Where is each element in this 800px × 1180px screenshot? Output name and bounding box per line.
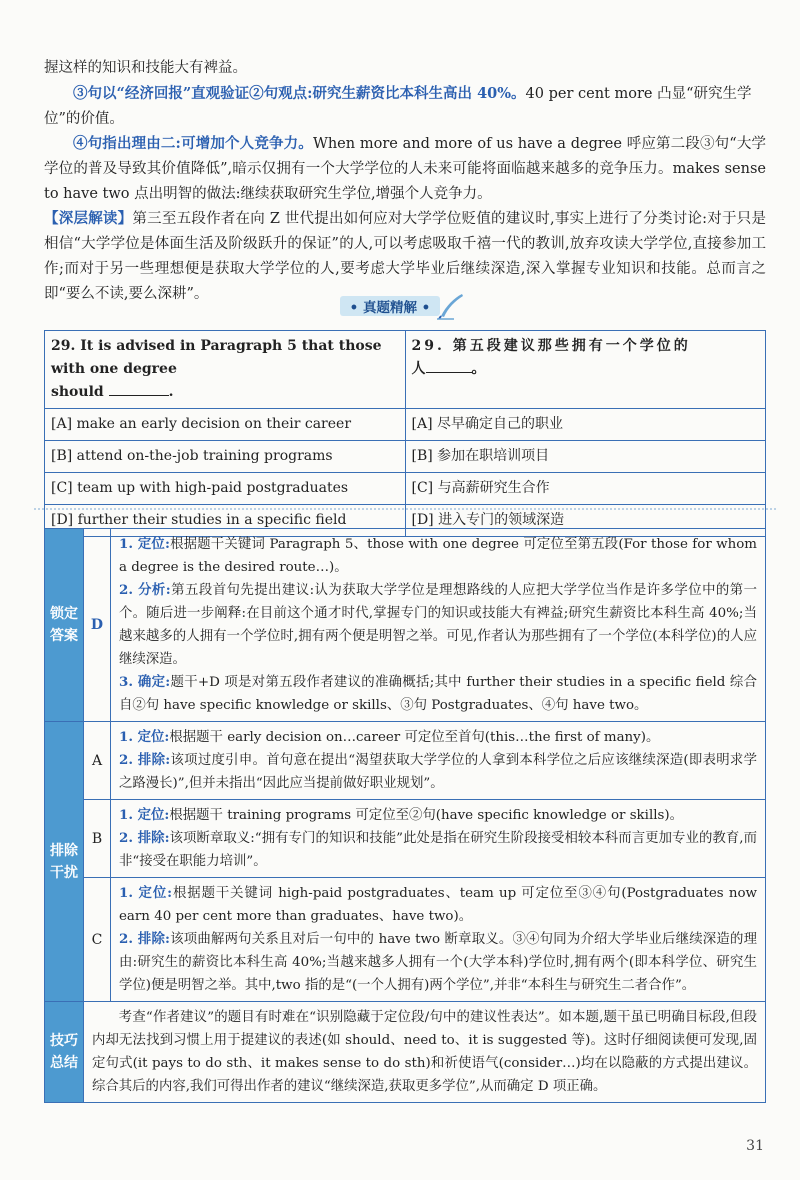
lock-answer-row [45,529,766,722]
analysis-item-text: 该项曲解两句关系且对后一句中的 have two 断章取义。③④句同为介绍大学毕业后继续深造的理由:研究生的薪资比本科生高 40%;当越来越多人拥有一个(大学本科)学位时,拥有两个(即本科学位、研究生学位)便是明智之举。其中,two 指的是“(一个人拥有)两个学位”,并非“本科生与研究生二者合作”。 [119,932,757,993]
analysis-item-text: 根据题干关键词 Paragraph 5、those with one degree 可定位至第五段(For those for whom a degree is the desired route…)。 [119,537,758,575]
analysis-item-label: 1. 定位: [119,536,170,552]
tips-row [45,1002,766,1103]
analysis-item-label: 2. 排除: [119,752,171,768]
analysis-item [119,533,757,579]
question-header-row [45,331,766,409]
option-zh: [B] 参加在职培训项目 [405,441,766,473]
section-divider [34,508,776,510]
analysis-item-label: 2. 排除: [119,830,170,846]
eliminate-row-c [45,878,766,1002]
question-stem-zh-b: 人 [411,361,426,377]
option-zh: [A] 尽早确定自己的职业 [405,409,766,441]
intro-p3-bold: ④句指出理由二:可增加个人竞争力。 [73,135,313,152]
question-stem-zh-a: 29. 第五段建议那些拥有一个学位的 [411,338,691,354]
option-zh: [D] 进入专门的领域深造 [405,505,766,537]
analysis-item [119,579,757,671]
intro-paragraph-2 [44,81,766,132]
analysis-item-text: 该项过度引申。首句意在提出“渴望获取大学学位的人拿到本科学位之后应该继续深造(即表明求学之路漫长)”,但并未指出“因此应当提前做好职业规划”。 [119,753,757,791]
analysis-item-text: 第五段首句先提出建议:认为获取大学学位是理想路线的人应把大学学位当作是许多学位中的第一个。随后进一步阐释:在目前这个通才时代,掌握专门的知识或技能大有裨益;研究生薪资比本科生高 40%;当越来越多的人拥有一个学位时,拥有两个便是明智之举。可见,作者认为那些拥有了一个学位(本科学位)的人应继续深造。 [119,583,757,667]
option-row [45,441,766,473]
eliminate-row-a [45,722,766,800]
option-en: [D] further their studies in a specific field [45,505,406,537]
option-zh: [C] 与高薪研究生合作 [405,473,766,505]
analysis-item [119,827,757,873]
analysis-item [119,749,757,795]
analysis-item-text: 根据题干关键词 high-paid postgraduates、team up 可定位至③④句(Postgraduates now earn 40 per cent more than graduates、have two)。 [119,886,757,924]
intro-p4-rest: 第三至五段作者在向 Z 世代提出如何应对大学学位贬值的建议时,事实上进行了分类讨论:对于只是相信“大学学位是体面生活及阶级跃升的保证”的人,可以考虑吸取千禧一代的教训,放弃攻读大学学位,直接参加工作;而对于另一些理想便是获取大学学位的人,要考虑大学毕业后继续深造,深入掌握专业知识和技能。总而言之即“要么不读,要么深耕”。 [44,211,766,302]
page-number: 31 [746,1138,764,1154]
analysis-item-label: 3. 确定: [119,674,171,690]
eliminate-label-1: 排除 [50,842,78,859]
analysis-item-label: 1. 定位: [119,807,170,823]
intro-line: 握这样的知识和技能大有裨益。 [44,60,247,76]
option-row [45,473,766,505]
tips-label-2: 总结 [50,1055,78,1071]
intro-p3-rest: When more and more of us have a degree 呼应第二段③句“大学学位的普及导致其价值降低”,暗示仅拥有一个大学学位的人未来可能将面临越来越多的竞争压力。makes sense to have two 点出明智的做法:继续获取研究生学位,增强个人竞争力。 [44,136,766,202]
question-stem-zh-end: 。 [471,361,486,377]
eliminate-row-b [45,800,766,878]
question-stem-en-end: . [168,384,174,400]
analysis-item-text: 该项断章取义:“拥有专门的知识和技能”此处是指在研究生阶段接受相较本科而言更加专业的教育,而非“接受在职能力培训”。 [119,831,757,869]
option-row [45,409,766,441]
analysis-item [119,882,757,928]
answer-blank [109,381,169,396]
analysis-item-label: 1. 定位: [119,729,170,745]
question-table [44,330,766,537]
quill-icon [436,292,466,320]
question-stem-en-b: should [51,384,104,400]
option-en: [B] attend on-the-job training programs [45,441,406,473]
analysis-item-label: 1. 定位: [119,885,173,901]
option-en: [C] team up with high-paid postgraduates [45,473,406,505]
tips-summary-label [45,1002,84,1103]
eliminate-body [111,722,766,800]
eliminate-body [111,878,766,1002]
lock-answer-label-1: 锁定 [50,606,78,622]
eliminate-label-2: 干扰 [50,864,78,881]
option-letter: C [84,878,111,1002]
deep-reading-label: 【深层解读】 [44,210,133,227]
lock-answer-body [111,529,766,722]
eliminate-interference-label [45,722,84,1002]
analysis-item [119,928,757,997]
option-letter: A [84,722,111,800]
intro-p2-bold: ③句以“经济回报”直观验证②句观点:研究生薪资比本科生高出 40%。 [73,85,526,102]
analysis-item-text: 根据题干 early decision on…career 可定位至首句(this…the first of many)。 [169,730,660,745]
analysis-item [119,804,757,827]
answer-blank-zh [426,358,472,373]
eliminate-body [111,800,766,878]
tips-label-1: 技巧 [50,1033,78,1049]
lock-answer-label-2: 答案 [50,628,78,644]
analysis-item-text: 题干+D 项是对第五段作者建议的准确概括;其中 further their studies in a specific field 综合自②句 have specific knowledge or skills、③句 Postgraduates、④句 have two。 [119,675,757,713]
intro-p2-rest: 40 per cent more 凸显“研究生学位”的价值。 [44,86,752,127]
question-stem-en-a: 29. It is advised in Paragraph 5 that those with one degree [51,338,382,377]
analysis-item-text: 根据题干 training programs 可定位至②句(have specific knowledge or skills)。 [169,808,684,823]
section-banner [330,292,466,320]
analysis-item [119,726,757,749]
analysis-item-label: 2. 分析: [119,582,171,598]
intro-paragraph-3 [44,131,766,207]
question-stem-zh [405,331,766,409]
analysis-item-label: 2. 排除: [119,931,170,947]
question-stem-en [45,331,406,409]
tips-summary-body: 考查“作者建议”的题目有时难在“识别隐藏于定位段/句中的建议性表达”。如本题,题干虽已明确目标段,但段内却无法找到习惯上用于提建议的表述(如 should、need to、it is suggested 等)。这时仔细阅读便可发现,固定句式(it pays to do sth、it makes sense to do sth)和祈使语气(consider…)均在以隐蔽的方式提出建议。综合其后的内容,我们可得出作者的建议“继续深造,获取更多学位”,从而确定 D 项正确。 [84,1002,766,1103]
analysis-item [119,671,757,717]
section-banner-title: • 真题精解 • [340,296,440,316]
option-en: [A] make an early decision on their career [45,409,406,441]
option-letter: B [84,800,111,878]
correct-option-letter: D [84,529,111,722]
lock-answer-label [45,529,84,722]
answer-analysis-table [44,528,766,1103]
